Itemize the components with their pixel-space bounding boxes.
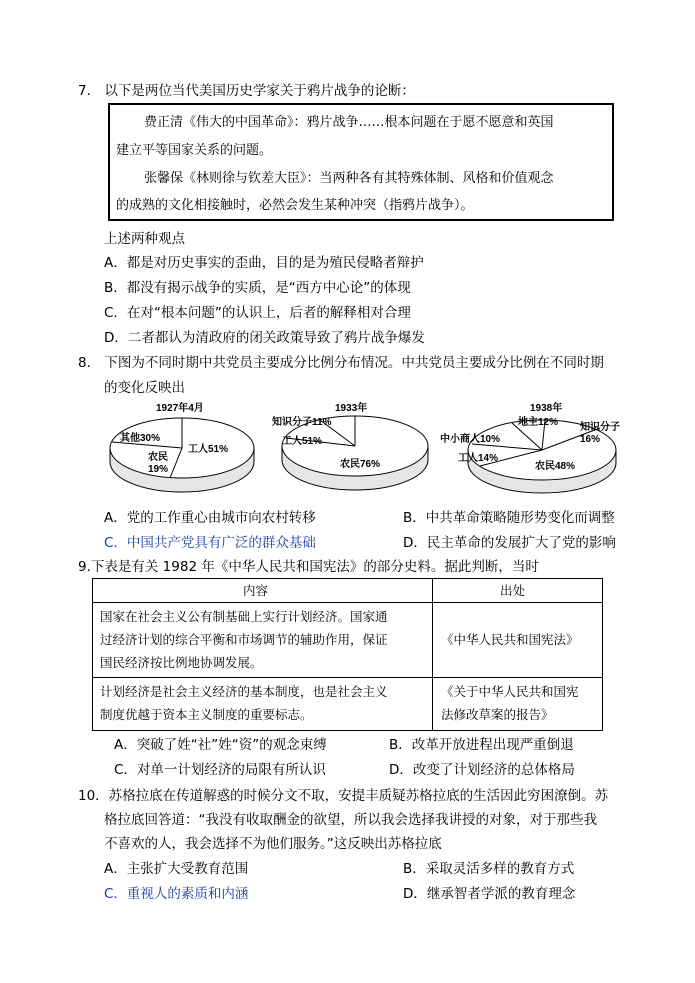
q7-option-a: A．都是对历史事实的歪曲，目的是为殖民侵略者辩护 bbox=[104, 255, 424, 271]
q9-option-b: B．改革开放进程出现严重倒退 bbox=[389, 737, 574, 753]
q10-option-c: C．重视人的素质和内涵 bbox=[104, 886, 249, 902]
table-cell-text: 法修改草案的报告》 bbox=[441, 707, 554, 722]
pie-title: 1927年4月 bbox=[156, 403, 204, 414]
pie-slice-label: 其他30% bbox=[120, 433, 161, 444]
table-cell-text: 《中华人民共和国宪法》 bbox=[441, 632, 579, 647]
pie-slice-label: 工人14% bbox=[458, 453, 499, 464]
pie-slice-label: 农民48% bbox=[535, 461, 576, 472]
q8-stem-line2: 的变化反映出 bbox=[104, 380, 185, 396]
table-header-cell bbox=[433, 579, 602, 603]
q7-quote-line: 的成熟的文化相接触时，必然会发生某种冲突（指鸦片战争）。 bbox=[116, 198, 474, 213]
pie-title: 1938年 bbox=[530, 403, 563, 414]
q7-stem: 7． 以下是两位当代美国历史学家关于鸦片战争的论断： bbox=[78, 83, 415, 99]
table-source-cell bbox=[433, 603, 602, 678]
table-cell-text: 国家在社会主义公有制基础上实行计划经济。国家通 bbox=[100, 609, 388, 624]
pie-slice-label: 19% bbox=[148, 464, 169, 475]
q8-stem-line1: 8． 下图为不同时期中共党员主要成分比例分布情况。中共党员主要成分比例在不同时期 bbox=[78, 355, 604, 371]
table-row bbox=[93, 603, 433, 678]
table-header-cell bbox=[93, 579, 433, 603]
q9-table bbox=[92, 578, 603, 731]
q8-option-c: C．中国共产党具有广泛的群众基础 bbox=[104, 535, 316, 551]
q8-option-b: B．中共革命策略随形势变化而调整 bbox=[403, 510, 615, 526]
pie-chart-1927 bbox=[110, 401, 254, 492]
pie-slice-label: 农民76% bbox=[340, 459, 381, 470]
pie-slice-label: 知识分子11% bbox=[272, 417, 332, 428]
table-cell-text: 国民经济按比例地协调发展。 bbox=[100, 655, 263, 670]
pie-chart-1933 bbox=[272, 401, 428, 490]
q8-option-a: A．党的工作重心由城市向农村转移 bbox=[104, 510, 316, 526]
q8-option-d: D．民主革命的发展扩大了党的影响 bbox=[403, 535, 616, 551]
table-row bbox=[93, 678, 433, 730]
pie-slice-label: 知识分子 bbox=[580, 422, 620, 433]
q7-quote-box bbox=[108, 103, 614, 221]
pie-title: 1933年 bbox=[335, 403, 368, 414]
q9-option-a: A．突破了姓“社”姓“资”的观念束缚 bbox=[114, 737, 327, 753]
q10-option-d: D．继承智者学派的教育理念 bbox=[403, 886, 576, 902]
q10-stem-line3: 不喜欢的人，我会选择不为他们服务。”这反映出苏格拉底 bbox=[104, 836, 442, 852]
q10-stem-line1: 10．苏格拉底在传道解惑的时候分文不取，安提丰质疑苏格拉底的生活因此穷困潦倒。苏 bbox=[78, 788, 609, 804]
q7-quote-line: 张馨保《林则徐与钦差大臣》：当两种各有其特殊体制、风格和价值观念 bbox=[144, 171, 554, 186]
table-header-content: 内容 bbox=[243, 583, 269, 598]
table-source-cell bbox=[433, 678, 602, 730]
q9-option-d: D．改变了计划经济的总体格局 bbox=[389, 762, 575, 778]
table-header-source: 出处 bbox=[500, 583, 526, 598]
q10-option-a: A．主张扩大受教育范围 bbox=[104, 861, 249, 877]
q7-option-b: B．都没有揭示战争的实质，是“西方中心论”的体现 bbox=[104, 280, 411, 296]
q7-quote-line: 费正清《伟大的中国革命》：鸦片战争……根本问题在于愿不愿意和英国 bbox=[144, 115, 554, 130]
q9-stem: 9.下表是有关 1982 年《中华人民共和国宪法》的部分史料。据此判断，当时 bbox=[78, 559, 539, 575]
pie-chart-1938 bbox=[440, 401, 620, 493]
pie-slice-label: 工人51% bbox=[188, 444, 229, 455]
q7-after-box: 上述两种观点 bbox=[104, 231, 185, 247]
q7-option-d: D．二者都认为清政府的闭关政策导致了鸦片战争爆发 bbox=[104, 330, 425, 346]
table-cell-text: 制度优越于资本主义制度的重要标志。 bbox=[100, 707, 313, 722]
q7-option-c: C．在对“根本问题”的认识上，后者的解释相对合理 bbox=[104, 305, 411, 321]
q8-pie-charts bbox=[0, 398, 695, 502]
table-cell-text: 《关于中华人民共和国宪 bbox=[441, 684, 579, 699]
pie-slice-label: 工人51% bbox=[282, 436, 323, 447]
q9-option-c: C．对单一计划经济的局限有所认识 bbox=[114, 762, 326, 778]
table-cell-text: 过经济计划的综合平衡和市场调节的辅助作用，保证 bbox=[100, 632, 388, 647]
q10-stem-line2: 格拉底回答道：“我没有收取酬金的欲望，所以我会选择我讲授的对象，对于那些我 bbox=[104, 812, 597, 828]
q10-option-b: B．采取灵活多样的教育方式 bbox=[403, 861, 575, 877]
q7-quote-line: 建立平等国家关系的问题。 bbox=[116, 143, 273, 158]
pie-slice-label: 地主12% bbox=[518, 417, 559, 428]
pie-slice-label: 16% bbox=[580, 434, 601, 445]
table-cell-text: 计划经济是社会主义经济的基本制度，也是社会主义 bbox=[100, 684, 388, 699]
pie-slice-label: 农民 bbox=[148, 452, 168, 463]
pie-slice-label: 中小商人10% bbox=[440, 434, 501, 445]
